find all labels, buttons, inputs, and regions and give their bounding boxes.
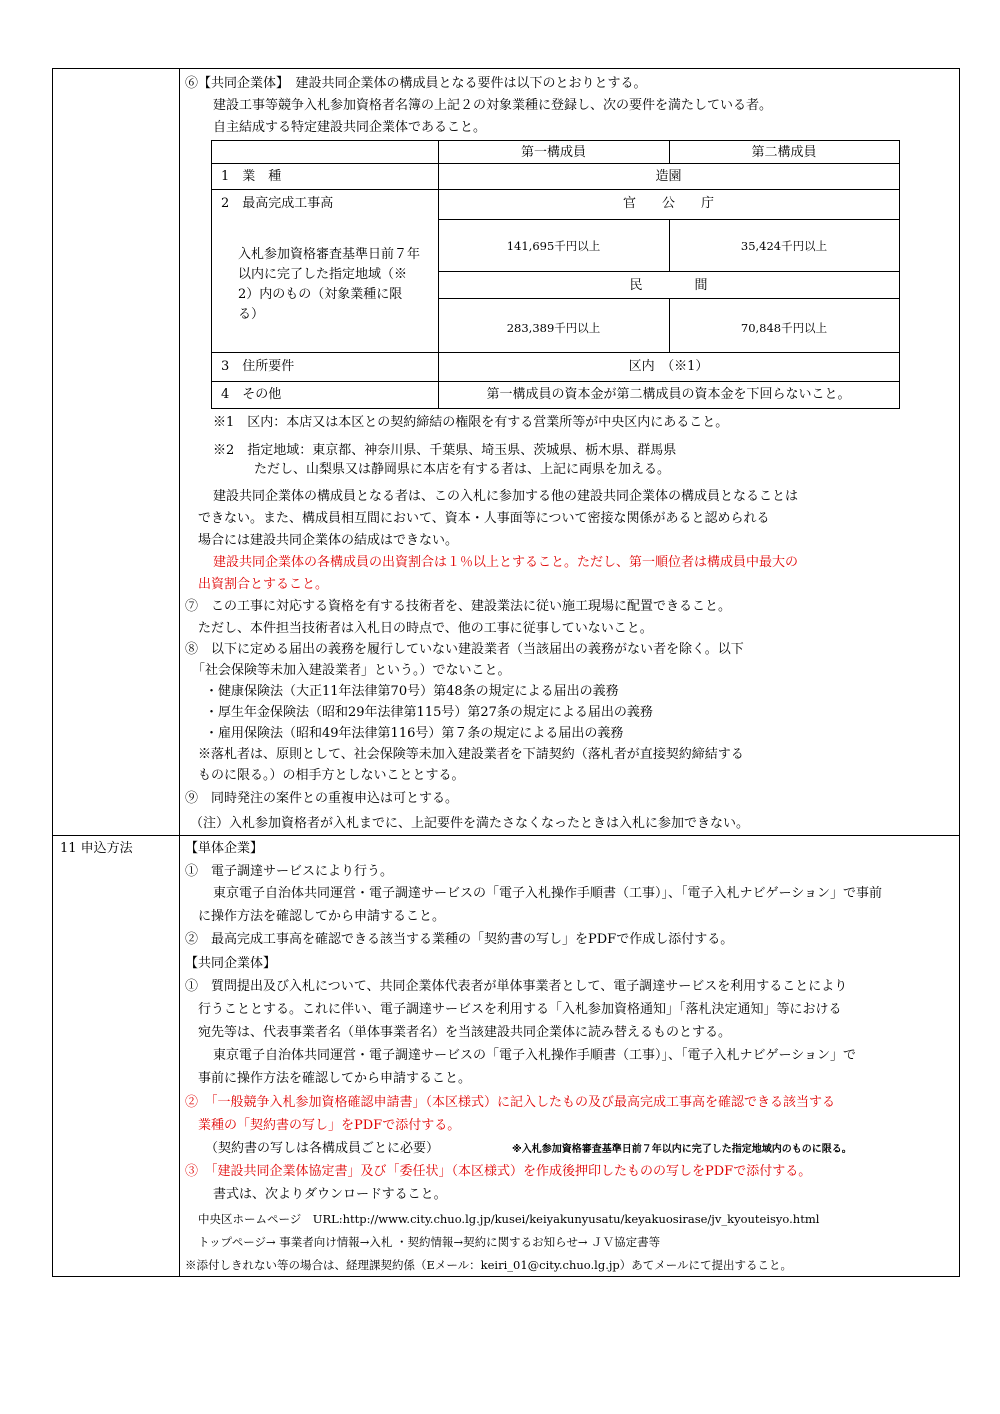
gov-label: 官 公 庁 — [622, 196, 714, 211]
row-industry-label: 1 業 種 — [221, 169, 282, 184]
section7-line2: ただし、本件担当技術者は入札日の時点で、他の工事に従事していないこと。 — [198, 621, 653, 636]
row-industry-value: 造園 — [655, 169, 682, 184]
jv-6-note: ※入札参加資格審査基準日前７年以内に完了した指定地域内のものに限る。 — [512, 1144, 852, 1155]
jv-3: 宛先等は、代表事業者名（単体事業者名）を当該建設共同企業体に読み替えるものとする。 — [198, 1025, 732, 1040]
single-1: ① 電子調達サービスにより行う。 — [185, 864, 394, 879]
jv-required-1: ② 「一般競争入札参加資格確認申請書」（本区様式）に記入したもの及び最高完成工事高を確認できる該当する — [185, 1095, 836, 1110]
note-1: ※1 区内：本店又は本区との契約締結の権限を有する営業所等が中央区内にあること。 — [213, 415, 729, 430]
row-address-label: 3 住所要件 — [221, 359, 295, 374]
insurance-bullet-3: ・雇用保険法（昭和49年法律第116号）第７条の規定による届出の義務 — [205, 726, 624, 741]
jv-required-3: ③ 「建設共同企業体協定書」及び「委任状」（本区様式）を作成後押印したものの写しをPDFで添付する。 — [185, 1164, 812, 1179]
row-address-value: 区内 （※1） — [628, 359, 709, 374]
jv-5: 事前に操作方法を確認してから申請すること。 — [198, 1071, 472, 1086]
single-2: 東京電子自治体共同運営・電子調達サービスの「電子入札操作手順書（工事）」、「電子入札ナビゲーション」で事前 — [213, 886, 882, 901]
row-max-sales-label: 2 最高完成工事高 — [221, 196, 334, 211]
single-4: ② 最高完成工事高を確認できる該当する業種の「契約書の写し」をPDFで作成し添付する。 — [185, 932, 734, 947]
navigation-path: トップページ→ 事業者向け情報→入札 ・契約情報→契約に関するお知らせ→ ＪＶ協定書等 — [198, 1235, 661, 1249]
insurance-bullet-1: ・健康保険法（大正11年法律第70号）第48条の規定による届出の義務 — [205, 684, 619, 699]
single-3: に操作方法を確認してから申請すること。 — [198, 909, 446, 924]
row-max-sales-desc-3: 2）内のもの（対象業種に限 — [238, 287, 403, 302]
row-max-sales-desc-1: 入札参加資格審査基準日前７年 — [238, 247, 421, 262]
section8-note-1: ※落札者は、原則として、社会保険等未加入建設業者を下請契約（落札者が直接契約締結する — [198, 747, 744, 762]
section11-title: 11 申込方法 — [60, 841, 133, 856]
jv-requirements-table — [211, 140, 900, 409]
row-max-sales-desc-4: る） — [238, 307, 265, 322]
private-second-value: 70,848千円以上 — [740, 321, 828, 335]
section6-line2: 建設工事等競争入札参加資格者名簿の上記２の対象業種に登録し、次の要件を満たしている者。 — [213, 98, 773, 113]
single-company-heading: 【単体企業】 — [185, 841, 264, 856]
jv-7: 書式は、次よりダウンロードすること。 — [213, 1187, 447, 1202]
investment-ratio-2: 出資割合とすること。 — [198, 577, 329, 592]
header-second-member: 第二構成員 — [751, 145, 817, 160]
section8-note-2: ものに限る。）の相手方としないこととする。 — [198, 768, 465, 783]
jv-heading: 【共同企業体】 — [185, 956, 277, 971]
section6-heading: ⑥【共同企業体】 建設共同企業体の構成員となる要件は以下のとおりとする。 — [185, 76, 647, 91]
jv-required-2: 業種の「契約書の写し」をPDFで添付する。 — [198, 1118, 461, 1133]
section8-line1: ⑧ 以下に定める届出の義務を履行していない建設業者（当該届出の義務がない者を除く。以下 — [185, 642, 744, 657]
gov-second-value: 35,424千円以上 — [740, 239, 828, 253]
jv-4: 東京電子自治体共同運営・電子調達サービスの「電子入札操作手順書（工事）」、「電子入札ナビゲーション」で — [213, 1048, 856, 1063]
note-2b: ただし、山梨県又は静岡県に本店を有する者は、上記に両県を加える。 — [254, 462, 671, 477]
jv-2: 行うこととする。これに伴い、電子調達サービスを利用する「入札参加資格通知」「落札決定通知」等における — [198, 1002, 842, 1017]
email-note: ※添付しきれない等の場合は、経理課契約係（Eメール：keiri_01@city.chuo.lg.jp）あてメールにて提出すること。 — [185, 1258, 793, 1272]
insurance-bullet-2: ・厚生年金保険法（昭和29年法律第115号）第27条の規定による届出の義務 — [205, 705, 653, 720]
jv-1: ① 質問提出及び入札について、共同企業体代表者が単体事業者として、電子調達サービスを利用することにより — [185, 979, 848, 994]
homepage-url: 中央区ホームページ URL:http://www.city.chuo.lg.jp/kusei/keiyakunyusatu/keyakuosirase/jv_kyouteisyo.html — [198, 1212, 820, 1226]
gov-first-value: 141,695千円以上 — [506, 239, 601, 253]
header-first-member: 第一構成員 — [520, 145, 586, 160]
row-other-label: 4 その他 — [221, 387, 282, 402]
private-label: 民 間 — [629, 278, 708, 293]
section7-line1: ⑦ この工事に対応する資格を有する技術者を、建設業法に従い施工現場に配置できること。 — [185, 599, 732, 614]
section9-note: （注）入札参加資格者が入札までに、上記要件を満たさなくなったときは入札に参加できない。 — [190, 816, 750, 831]
jv-para-1: 建設共同企業体の構成員となる者は、この入札に参加する他の建設共同企業体の構成員となることは — [213, 489, 799, 504]
section6-line3: 自主結成する特定建設共同企業体であること。 — [213, 120, 487, 135]
row-max-sales-desc-2: 以内に完了した指定地域（※ — [238, 267, 408, 282]
jv-para-3: 場合には建設共同企業体の結成はできない。 — [198, 533, 459, 548]
column-divider — [179, 68, 180, 1277]
investment-ratio-1: 建設共同企業体の各構成員の出資割合は１％以上とすること。ただし、第一順位者は構成員中最大の — [213, 555, 799, 570]
jv-6: （契約書の写しは各構成員ごとに必要） — [205, 1141, 440, 1156]
row-other-value: 第一構成員の資本金が第二構成員の資本金を下回らないこと。 — [486, 387, 851, 402]
row-divider — [52, 835, 960, 836]
jv-para-2: できない。また、構成員相互間において、資本・人事面等について密接な関係があると認められる — [198, 511, 770, 526]
section8-line2: 「社会保険等未加入建設業者」という。）でないこと。 — [192, 663, 511, 678]
section9-line1: ⑨ 同時発注の案件との重複申込は可とする。 — [185, 791, 459, 806]
note-2a: ※2 指定地域：東京都、神奈川県、千葉県、埼玉県、茨城県、栃木県、群馬県 — [213, 443, 677, 458]
private-first-value: 283,389千円以上 — [506, 321, 601, 335]
